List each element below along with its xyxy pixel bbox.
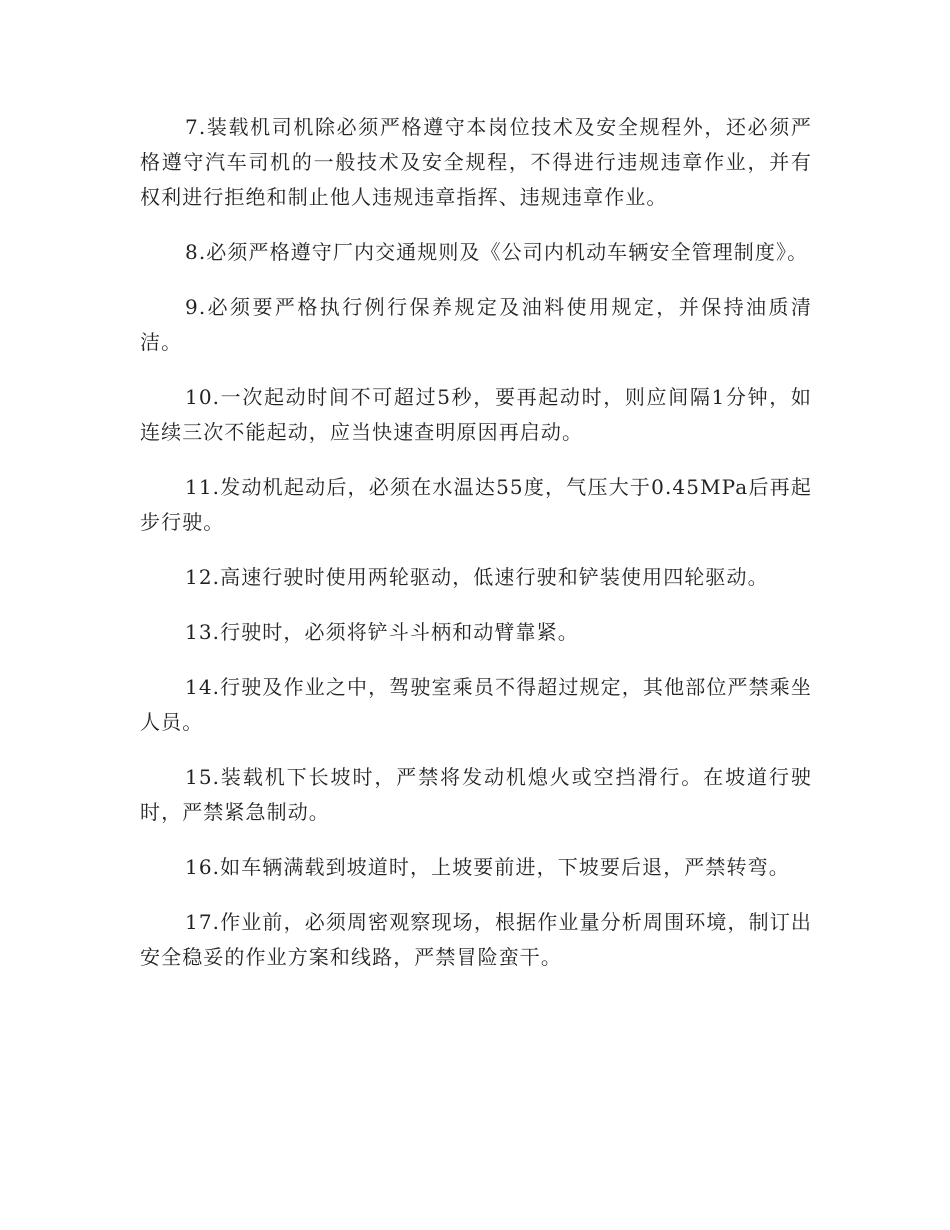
- paragraph-7: 7.装载机司机除必须严格遵守本岗位技术及安全规程外，还必须严格遵守汽车司机的一般技术及安全规程，不得进行违规违章作业，并有权利进行拒绝和制止他人违规违章指挥、违规违章作业。: [140, 115, 812, 209]
- paragraph-17: 17.作业前，必须周密观察现场，根据作业量分析周围环境，制订出安全稳妥的作业方案和线路，严禁冒险蛮干。: [140, 910, 812, 969]
- document-body: [140, 110, 812, 995]
- paragraph-13: 13.行驶时，必须将铲斗斗柄和动臂靠紧。: [185, 620, 579, 644]
- paragraph-12: 12.高速行驶时使用两轮驱动，低速行驶和铲装使用四轮驱动。: [185, 565, 769, 589]
- paragraph-14: 14.行驶及作业之中，驾驶室乘员不得超过规定，其他部位严禁乘坐人员。: [140, 675, 812, 734]
- paragraph-8: 8.必须严格遵守厂内交通规则及《公司内机动车辆安全管理制度》。: [185, 240, 809, 264]
- paragraph-10: 10.一次起动时间不可超过5秒，要再起动时，则应间隔1分钟，如连续三次不能起动，应当快速查明原因再启动。: [140, 385, 812, 444]
- paragraph-16: 16.如车辆满载到坡道时，上坡要前进，下坡要后退，严禁转弯。: [185, 855, 790, 879]
- paragraph-15: 15.装载机下长坡时，严禁将发动机熄火或空挡滑行。在坡道行驶时，严禁紧急制动。: [140, 765, 812, 824]
- paragraph-11: 11.发动机起动后，必须在水温达55度，气压大于0.45MPa后再起步行驶。: [140, 475, 812, 534]
- paragraph-9: 9.必须要严格执行例行保养规定及油料使用规定，并保持油质清洁。: [140, 295, 812, 354]
